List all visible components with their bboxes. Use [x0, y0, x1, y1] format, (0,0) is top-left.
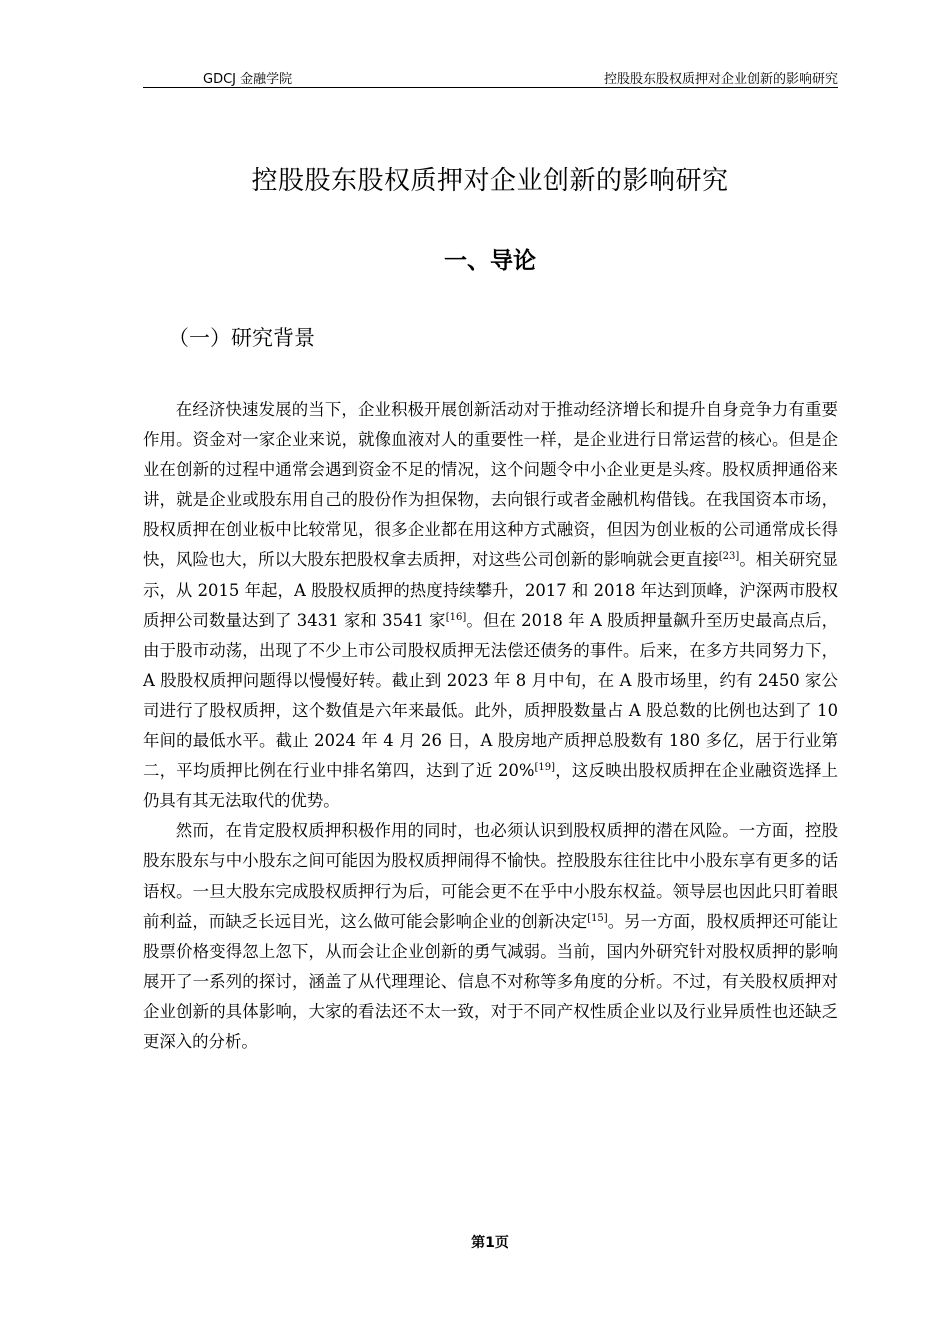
citation-ref: [23]: [718, 551, 740, 563]
citation-ref: [15]: [587, 912, 608, 924]
paragraph-1: 在经济快速发展的当下，企业积极开展创新活动对于推动经济增长和提升自身竞争力有重要作用。资金对一家企业来说，就像血液对人的重要性一样，是企业进行日常运营的核心。但是企业在创新的过程中通常会遇到资金不足的情况，这个问题令中小企业更是头疼。股权质押通俗来讲，就是企业或股东用自己的股份作为担保物，去向银行或者金融机构借钱。在我国资本市场，股权质押在创业板中比较常见，很多企业都在用这种方式融资，但因为创业板的公司通常成长得快，风险也大，所以大股东把股权拿去质押，对这些公司创新的影响就会更直接[23]。相关研究显示，从 2015 年起，A 股股权质押的热度持续攀升，2017 和 2018 年达到顶峰，沪深两市股权质押公司数量达到了 3431 家和 3541 家[16]。但在 2018 年 A 股质押量飙升至历史最高点后，由于股市动荡，出现了不少上市公司股权质押无法偿还债务的事件。后来，在多方共同努力下，A 股股权质押问题得以慢慢好转。截止到 2023 年 8 月中旬，在 A 股市场里，约有 2450 家公司进行了股权质押，这个数值是六年来最低。此外，质押股数量占 A 股总数的比例也达到了 10 年间的最低水平。截止 2024 年 4 月 26 日，A 股房地产质押总股数有 180 多亿，居于行业第二，平均质押比例在行业中排名第四，达到了近 20%[19]，这反映出股权质押在企业融资选择上仍具有其无法取代的优势。: [143, 400, 839, 811]
section-heading: 一、导论: [444, 248, 536, 274]
subsection-heading: （一）研究背景: [168, 326, 315, 350]
citation-ref: [16]: [445, 611, 467, 623]
document-title: 控股股东股权质押对企业创新的影响研究: [251, 166, 729, 196]
header-institution: GDCJ 金融学院: [203, 72, 293, 87]
page-number: 第1页: [471, 1235, 509, 1251]
paragraph-2: 然而，在肯定股权质押积极作用的同时，也必须认识到股权质押的潜在风险。一方面，控股股东股东与中小股东之间可能因为股权质押闹得不愉快。控股股东往往比中小股东享有更多的话语权。一旦大股东完成股权质押行为后，可能会更不在乎中小股东权益。领导层也因此只盯着眼前利益，而缺乏长远目光，这么做可能会影响企业的创新决定[15]。另一方面，股权质押还可能让股票价格变得忽上忽下，从而会让企业创新的勇气减弱。当前，国内外研究针对股权质押的影响展开了一系列的探讨，涵盖了从代理理论、信息不对称等多角度的分析。不过，有关股权质押对企业创新的具体影响，大家的看法还不太一致，对于不同产权性质企业以及行业异质性也还缺乏更深入的分析。: [143, 821, 839, 1051]
citation-ref: [19]: [534, 762, 556, 774]
page-header: [143, 67, 838, 88]
header-running-title: 控股股东股权质押对企业创新的影响研究: [603, 72, 838, 87]
body-text: [143, 395, 838, 1057]
